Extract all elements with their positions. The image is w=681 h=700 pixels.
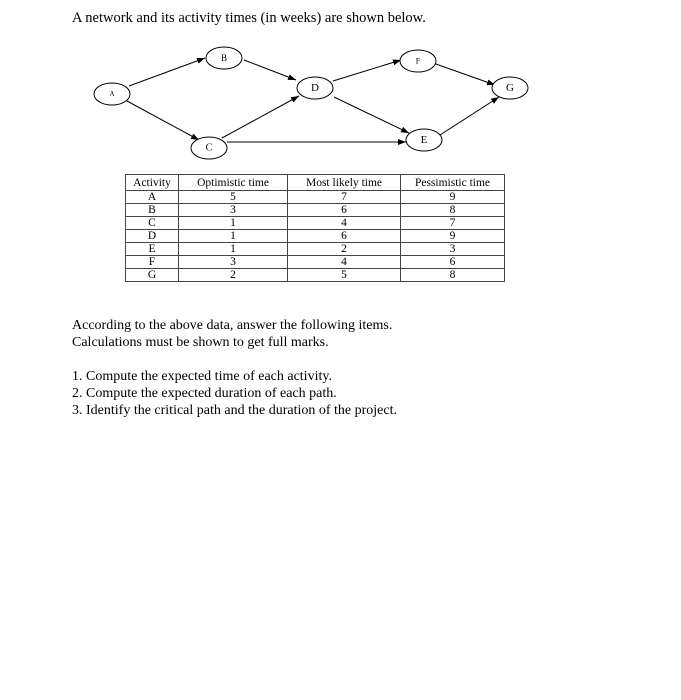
cell-pessimistic: 9 [401,191,505,204]
cell-activity: C [126,217,179,230]
cell-optimistic: 1 [179,230,288,243]
node-g-label: G [506,82,514,94]
edge-a-b [129,58,205,86]
question-instructions [72,317,392,351]
cell-optimistic: 5 [179,191,288,204]
cell-optimistic: 2 [179,269,288,282]
cell-most-likely: 4 [288,217,401,230]
edge-a-c [127,101,199,140]
cell-activity: A [126,191,179,204]
cell-activity: F [126,256,179,269]
header-most-likely-time: Most likely time [288,175,401,191]
task-item-1: 1. Compute the expected time of each activity. [72,369,332,384]
cell-most-likely: 4 [288,256,401,269]
cell-most-likely: 6 [288,230,401,243]
node-d-label: D [311,82,319,94]
node-c-label: C [205,142,213,154]
table-row [126,256,505,269]
cell-pessimistic: 7 [401,217,505,230]
cell-most-likely: 7 [288,191,401,204]
edge-f-g [436,64,495,85]
edge-e-g [440,97,499,135]
cell-pessimistic: 9 [401,230,505,243]
edge-d-f [333,60,401,81]
edge-c-d [222,96,299,138]
cell-optimistic: 3 [179,204,288,217]
table-row [126,204,505,217]
cell-optimistic: 1 [179,243,288,256]
table-row [126,230,505,243]
cell-most-likely: 2 [288,243,401,256]
header-optimistic-time: Optimistic time [179,175,288,191]
question-line-1: According to the above data, answer the following items. [72,318,393,333]
cell-pessimistic: 3 [401,243,505,256]
table-row [126,243,505,256]
task-item-2: 2. Compute the expected duration of each path. [72,386,337,401]
table-row [126,217,505,230]
node-b-label: B [220,53,228,63]
activity-network-diagram [0,0,681,170]
table-header-row [126,175,505,191]
table-row [126,191,505,204]
question-line-2: Calculations must be shown to get full marks. [72,335,329,350]
cell-optimistic: 3 [179,256,288,269]
intro-text: A network and its activity times (in weeks) are shown below. [72,10,426,26]
edge-b-d [244,60,296,80]
task-list [72,368,397,419]
cell-most-likely: 6 [288,204,401,217]
node-f-label: F [415,56,421,66]
task-item-3: 3. Identify the critical path and the duration of the project. [72,403,397,418]
cell-activity: B [126,204,179,217]
cell-most-likely: 5 [288,269,401,282]
cell-pessimistic: 8 [401,204,505,217]
cell-optimistic: 1 [179,217,288,230]
table-row [126,269,505,282]
node-e-label: E [420,134,428,146]
cell-activity: G [126,269,179,282]
cell-activity: D [126,230,179,243]
edge-d-e [334,97,409,133]
node-a-label: A [109,90,115,98]
cell-pessimistic: 8 [401,269,505,282]
cell-activity: E [126,243,179,256]
cell-pessimistic: 6 [401,256,505,269]
header-activity: Activity [126,175,179,191]
header-pessimistic-time: Pessimistic time [401,175,505,191]
activity-times-table [125,174,505,282]
